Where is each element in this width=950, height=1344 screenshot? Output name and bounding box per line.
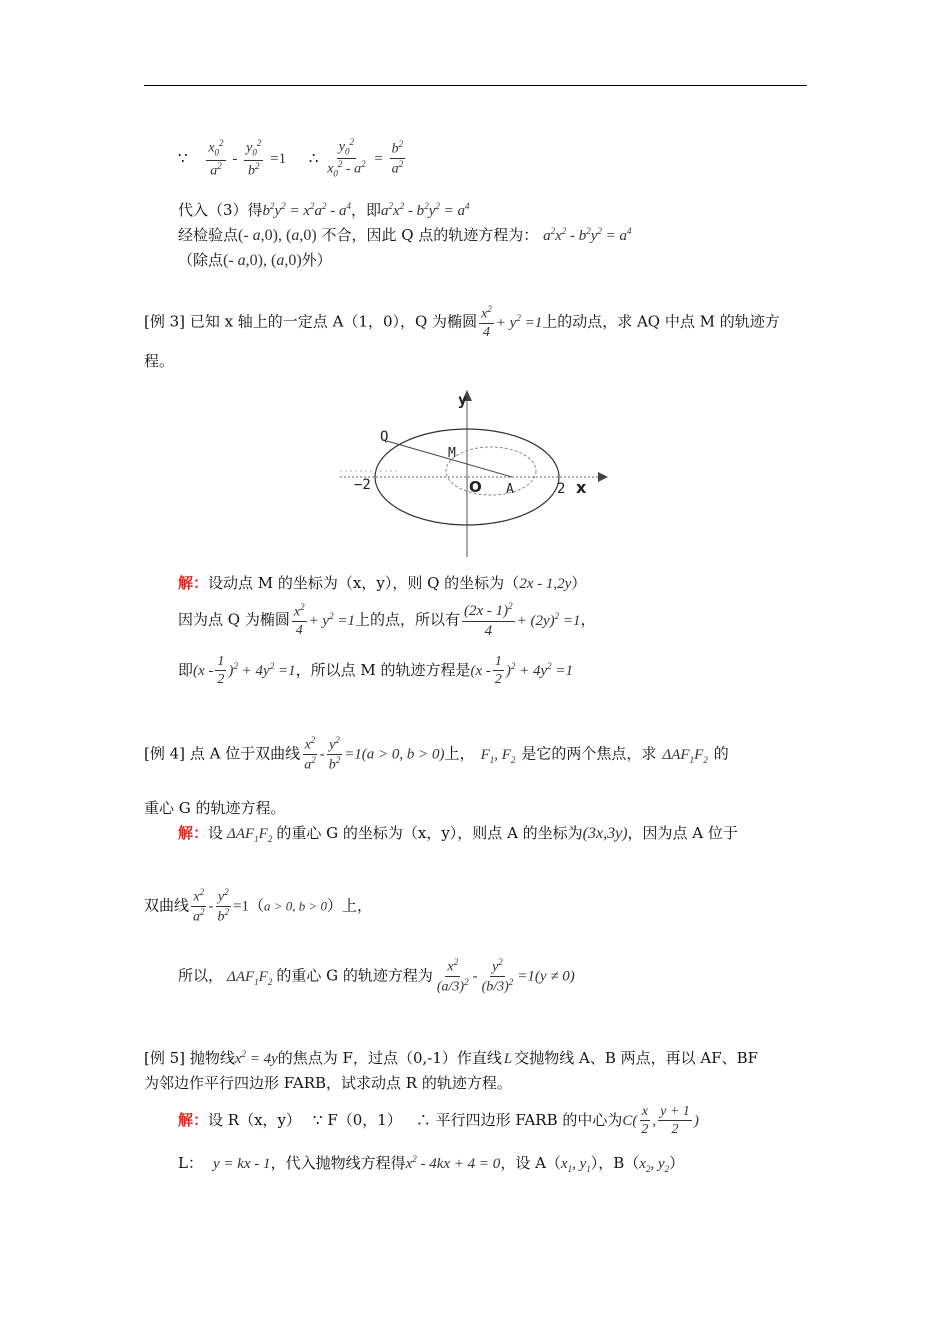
ex5-solution-2: L： y = kx - 1，代入抛物线方程得$x^2 - 4kx + 4 = 0$，设 $A(x_1$, $y_1$），$B(x_2$, $y_2$）: [178, 1154, 685, 1174]
ex4-solution-1: 解：设 $\Delta AF_1F_2$ 的重心 G 的坐标为（x，y），则点 A 的坐标为(3x,3y)，因为点 A 位于: [178, 824, 738, 844]
pos-two-label: 2: [557, 481, 566, 497]
line-because: ∵ $\frac{x_0^2}{a^2}$ - $\frac{y_0^2}{b^2}$ =1 ∴ $\frac{y_0^2}{x_0^2 - a^2}$ = $\frac{b^2}{a^2}$: [178, 137, 404, 179]
ex3-solution-1: 解：设动点 M 的坐标为（x，y），则 Q 的坐标为（2x - 1,2y）: [178, 574, 587, 592]
ex4-solution-2: 双曲线 $\frac{x^2}{a^2}$ - $\frac{y^2}{b^2}$ =1（a > 0, b > 0）上，: [144, 887, 373, 925]
header-rule: [144, 85, 807, 86]
ex4-solution-3: 所以， $\Delta AF_1F_2$ 的重心 G 的轨迹方程为 $\frac{x^2}{(a/3)^2}$ - $\frac{y^2}{(b/3)^2}$ =1(y ≠ 0): [178, 957, 575, 995]
ex3-question: [例 3] 已知 x 轴上的一定点 A（1，0），Q 为椭圆 $\frac{x^2}{4}$ + $y^2 =1$上的动点，求 AQ 中点 M 的轨迹方: [144, 304, 780, 341]
ex3-question-cont: 程。: [144, 352, 175, 370]
m-label: M: [448, 446, 456, 461]
y-axis-label: y: [458, 391, 468, 409]
origin-label: O: [469, 478, 482, 496]
line-check: 经检验点(- a,0), (a,0) 不合，因此 Q 点的轨迹方程为： $a^2x^2 - b^2y^2 = a^4$: [178, 226, 632, 244]
ex3-solution-3: 即(x - $\frac{1}{2}$ )$^2 + 4y^2 =1$，所以点 M 的轨迹方程是(x - $\frac{1}{2}$ )$^2 + 4y^2 =1$: [178, 654, 574, 688]
neg-two-label: −2: [354, 477, 371, 493]
ellipse-figure: [340, 385, 610, 560]
ex5-question: [例 5] 抛物线$x^2 = 4y$的焦点为 F，过点（0,-1）作直线 L 交抛物线 A、B 两点，再以 AF、BF: [144, 1049, 759, 1067]
ex5-question-cont: 为邻边作平行四边形 FARB，试求动点 R 的轨迹方程。: [144, 1074, 512, 1092]
q-label: Q: [380, 429, 389, 445]
ex4-question-cont: 重心 G 的轨迹方程。: [144, 799, 286, 817]
x-axis-label: x: [576, 478, 587, 497]
line-substitute: 代入（3）得$b^2y^2 = x^2a^2 - a^4$，即$a^2x^2 - b^2y^2 = a^4$: [178, 201, 470, 219]
ex3-solution-2: 因为点 Q 为椭圆 $\frac{x^2}{4}$ + $y^2 =1$上的点，所以有 $\frac{(2x - 1)^2}{4}$ + $(2y)^2 =1$，: [178, 601, 596, 639]
ex5-solution-1: 解：设 R（x，y） ∵ F（0，1） ∴ 平行四边形 FARB 的中心为C( $\frac{x}{2}$ , $\frac{y + 1}{2}$ ): [178, 1104, 699, 1138]
line-except: （除点(- a,0), (a,0)外）: [178, 251, 332, 269]
ex4-question: [例 4] 点 A 位于双曲线 $\frac{x^2}{a^2}$ - $\frac{y^2}{b^2}$ =1(a > 0, b > 0)上， $F_1$, $F_2$ 是它的两个焦点，求 $\Delta AF_1F_2$ 的: [144, 735, 729, 773]
a-label: A: [506, 482, 514, 497]
